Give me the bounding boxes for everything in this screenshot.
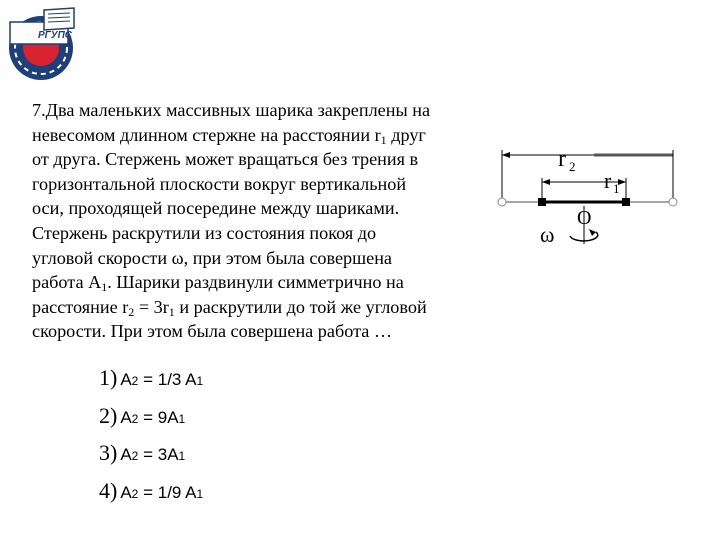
answer-options: [99, 365, 203, 515]
center-label: O: [577, 207, 592, 229]
outer-ball-right: [669, 198, 677, 206]
problem-statement: [32, 98, 484, 344]
answer-option[interactable]: 2) A2 = 9A1: [99, 402, 186, 428]
problem-line: угловой скорости ω, при этом была совершена: [32, 247, 393, 268]
problem-line: расстояние $r_2 = 3r_1$ и раскрутили до той же угловой: [32, 296, 427, 319]
answer-option[interactable]: 1) A2 = 1/3 A1: [99, 365, 204, 390]
omega-label: ω: [540, 222, 555, 247]
inner-ball-left: [538, 198, 546, 206]
problem-line: 7.Два маленьких массивных шарика закреплены на: [32, 100, 431, 120]
inner-ball-right: [622, 198, 630, 206]
r2-label: r: [558, 146, 566, 172]
problem-line: скорости. При этом была совершена работа …: [32, 321, 393, 342]
problem-line: работа $A_1$. Шарики раздвинули симметрично на: [32, 272, 404, 295]
problem-line: оси, проходящей посередине между шариками.: [32, 198, 400, 219]
problem-line: от друга. Стержень может вращаться без трения в: [32, 149, 419, 170]
answer-option[interactable]: 3) A2 = 3A1: [99, 440, 186, 465]
problem-line: невесомом длинном стержне на расстоянии $r_1$ друг: [32, 124, 426, 147]
problem-line: горизонтальной плоскости вокруг вертикальной: [32, 173, 407, 194]
r1-label: r: [604, 168, 612, 193]
r2-subscript: 2: [569, 159, 576, 174]
problem-line: Стержень раскрутили из состояния покоя до: [32, 222, 377, 243]
outer-ball-left: [498, 198, 506, 206]
university-logo: [4, 4, 82, 82]
rod-diagram: [488, 140, 688, 250]
answer-option[interactable]: 4) A2 = 1/9 A1: [99, 477, 204, 503]
r1-subscript: 1: [613, 181, 620, 196]
logo-text: РГУПС: [38, 30, 72, 41]
